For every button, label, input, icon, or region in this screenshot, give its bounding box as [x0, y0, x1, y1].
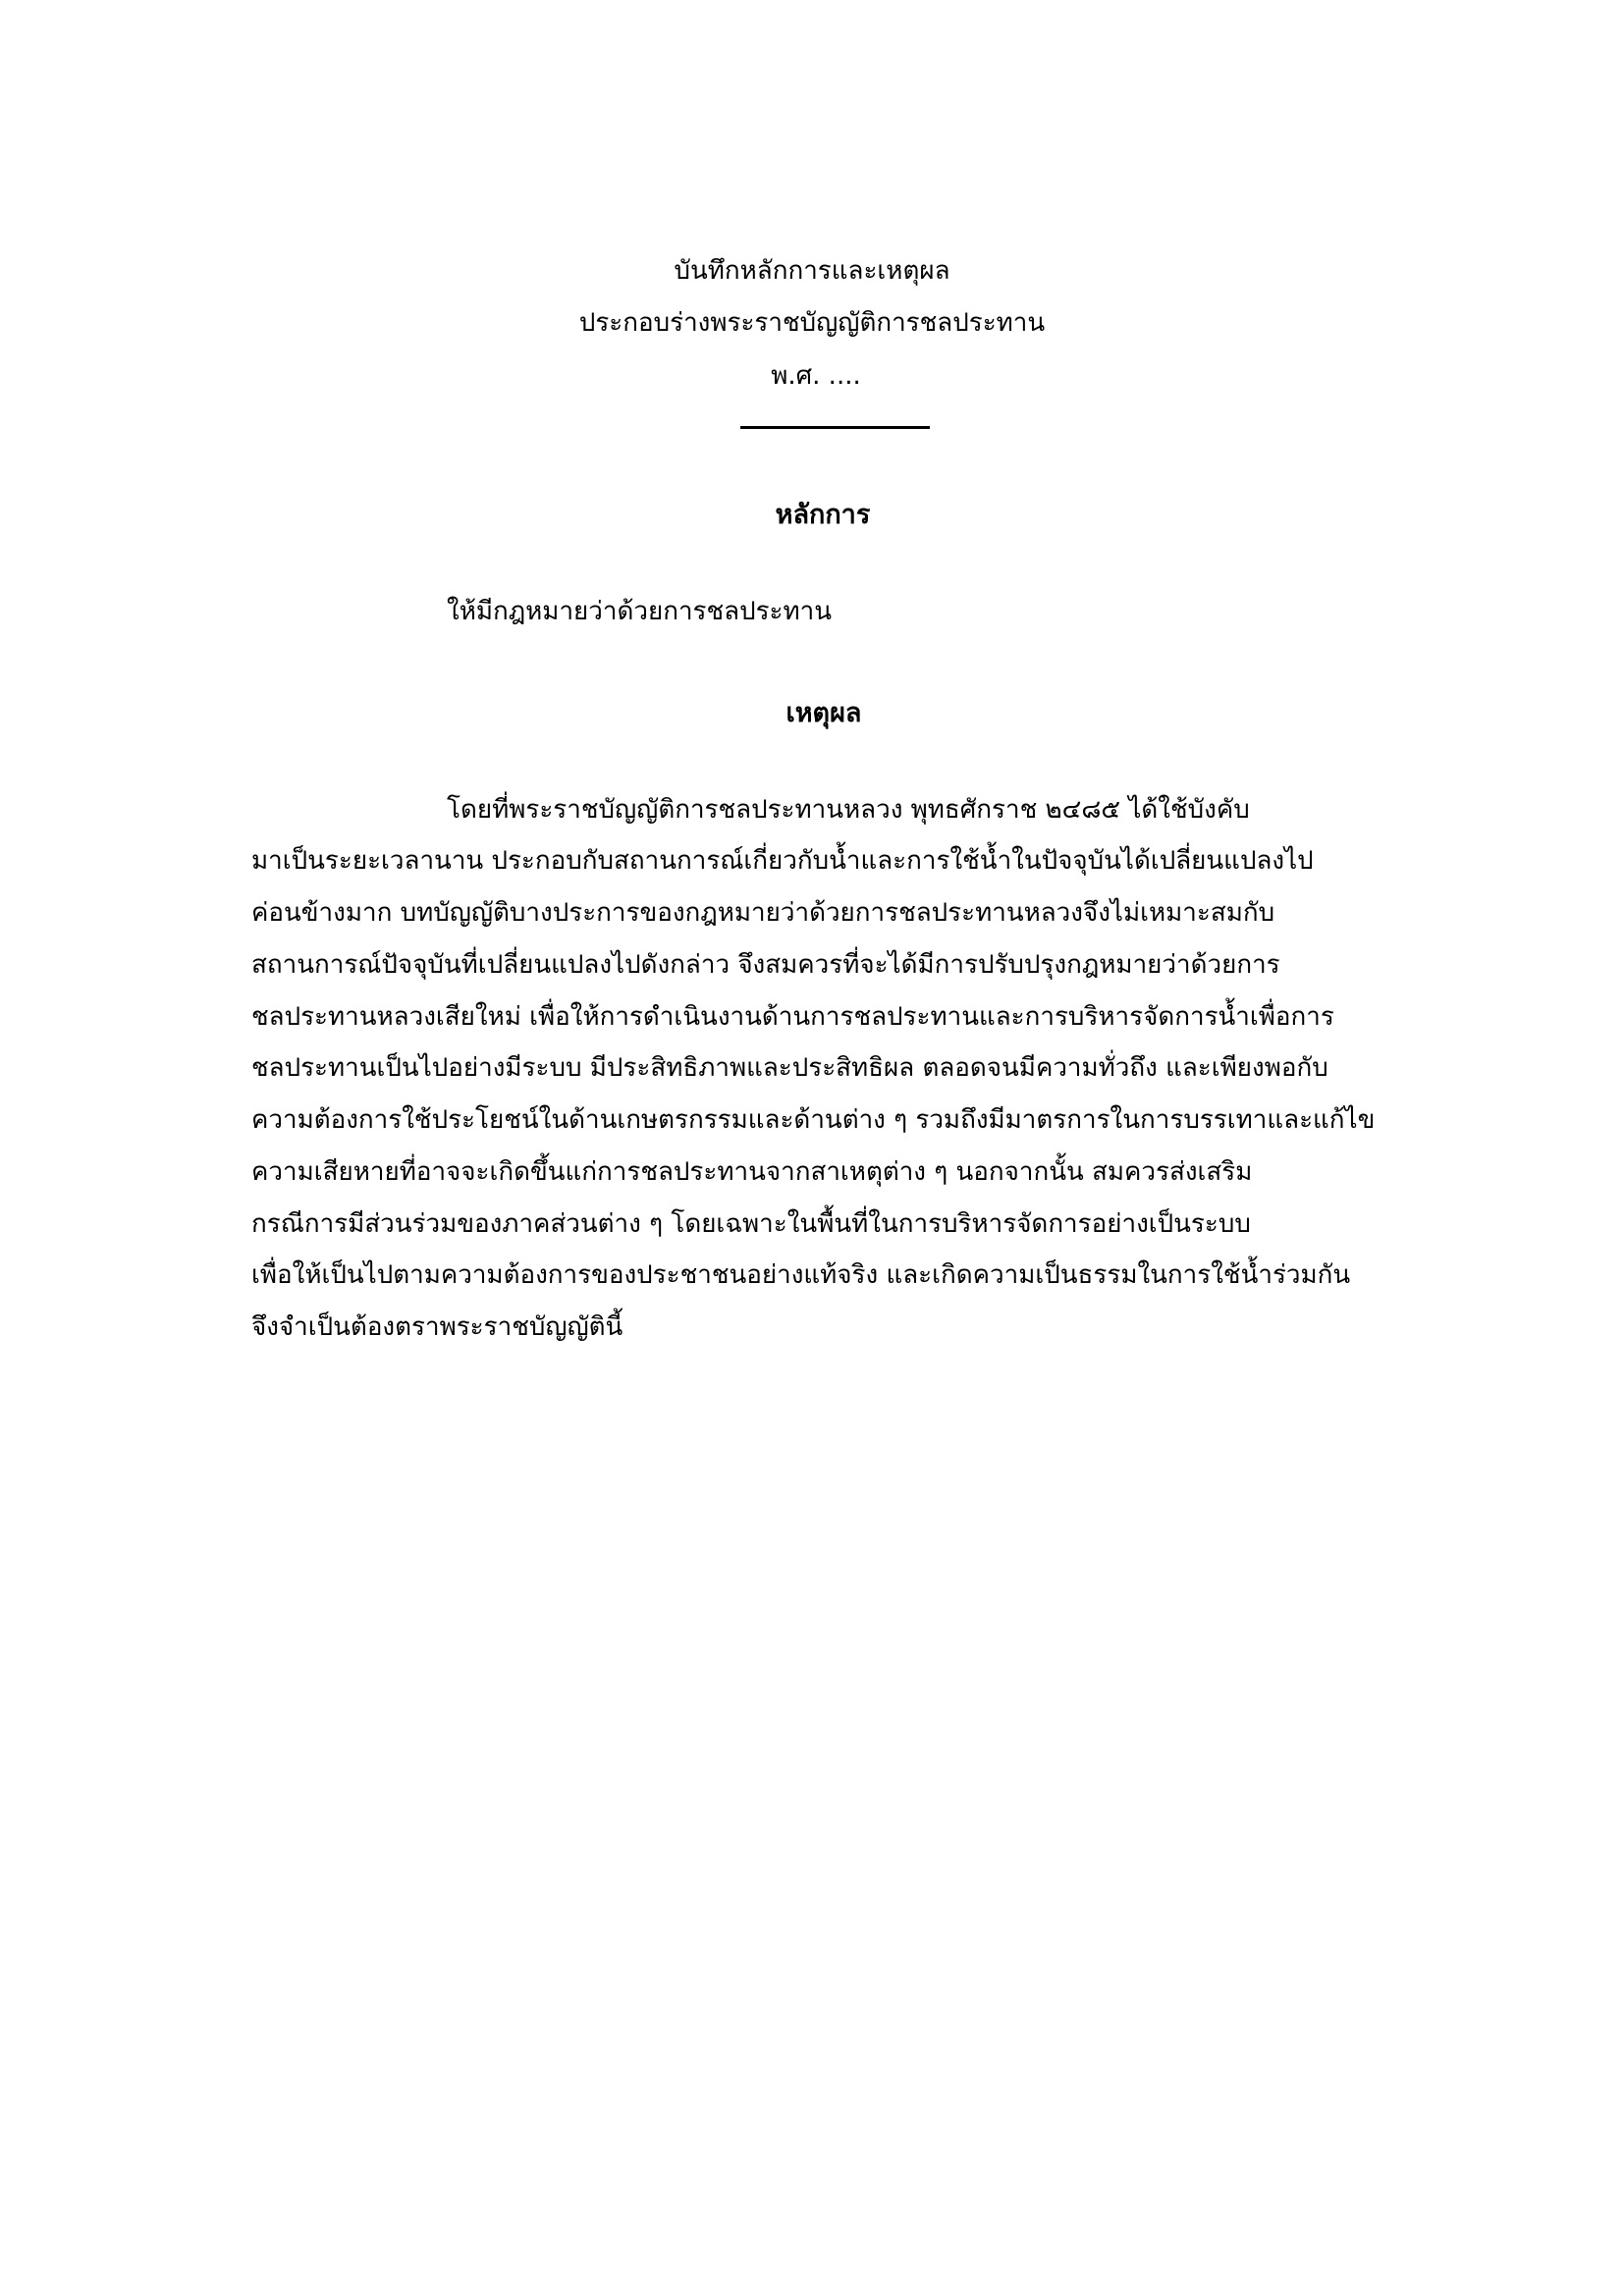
title-divider	[740, 426, 930, 429]
principle-heading: หลักการ	[775, 500, 871, 530]
reason-line: โดยที่พระราชบัญญัติการชลประทานหลวง พุทธศักราช ๒๔๘๕ ได้ใช้บังคับ	[447, 795, 1250, 825]
reason-heading: เหตุผล	[785, 698, 862, 728]
principle-text: ให้มีกฎหมายว่าด้วยการชลประทาน	[447, 597, 833, 626]
reason-line: จึงจำเป็นต้องตราพระราชบัญญัตินี้	[251, 1312, 623, 1342]
reason-line: ชลประทานหลวงเสียใหม่ เพื่อให้การดำเนินงานด้านการชลประทานและการบริหารจัดการน้ำเพื่อการ	[251, 1002, 1334, 1032]
document-title: บันทึกหลักการและเหตุผล	[674, 256, 950, 286]
reason-line: ชลประทานเป็นไปอย่างมีระบบ มีประสิทธิภาพและประสิทธิผล ตลอดจนมีความทั่วถึง และเพียงพอกับ	[251, 1053, 1328, 1083]
reason-line: ความเสียหายที่อาจจะเกิดขึ้นแก่การชลประทานจากสาเหตุต่าง ๆ นอกจากนั้น สมควรส่งเสริม	[251, 1157, 1253, 1187]
document-subtitle: ประกอบร่างพระราชบัญญัติการชลประทาน	[578, 308, 1046, 338]
reason-line: มาเป็นระยะเวลานาน ประกอบกับสถานการณ์เกี่ยวกับน้ำและการใช้น้ำในปัจจุบันได้เปลี่ยนแปลงไป	[251, 846, 1314, 876]
reason-line: กรณีการมีส่วนร่วมของภาคส่วนต่าง ๆ โดยเฉพาะในพื้นที่ในการบริหารจัดการอย่างเป็นระบบ	[251, 1209, 1251, 1239]
reason-line: ค่อนข้างมาก บทบัญญัติบางประการของกฎหมายว่าด้วยการชลประทานหลวงจึงไม่เหมาะสมกับ	[251, 898, 1275, 928]
reason-line: เพื่อให้เป็นไปตามความต้องการของประชาชนอย่างแท้จริง และเกิดความเป็นธรรมในการใช้น้ำร่วมกัน	[251, 1260, 1351, 1290]
document-year: พ.ศ. ....	[771, 361, 861, 391]
reason-line: ความต้องการใช้ประโยชน์ในด้านเกษตรกรรมและด้านต่าง ๆ รวมถึงมีมาตรการในการบรรเทาและแก้ไข	[251, 1105, 1376, 1135]
reason-line: สถานการณ์ปัจจุบันที่เปลี่ยนแปลงไปดังกล่าว จึงสมควรที่จะได้มีการปรับปรุงกฎหมายว่าด้วยการ	[251, 950, 1280, 980]
